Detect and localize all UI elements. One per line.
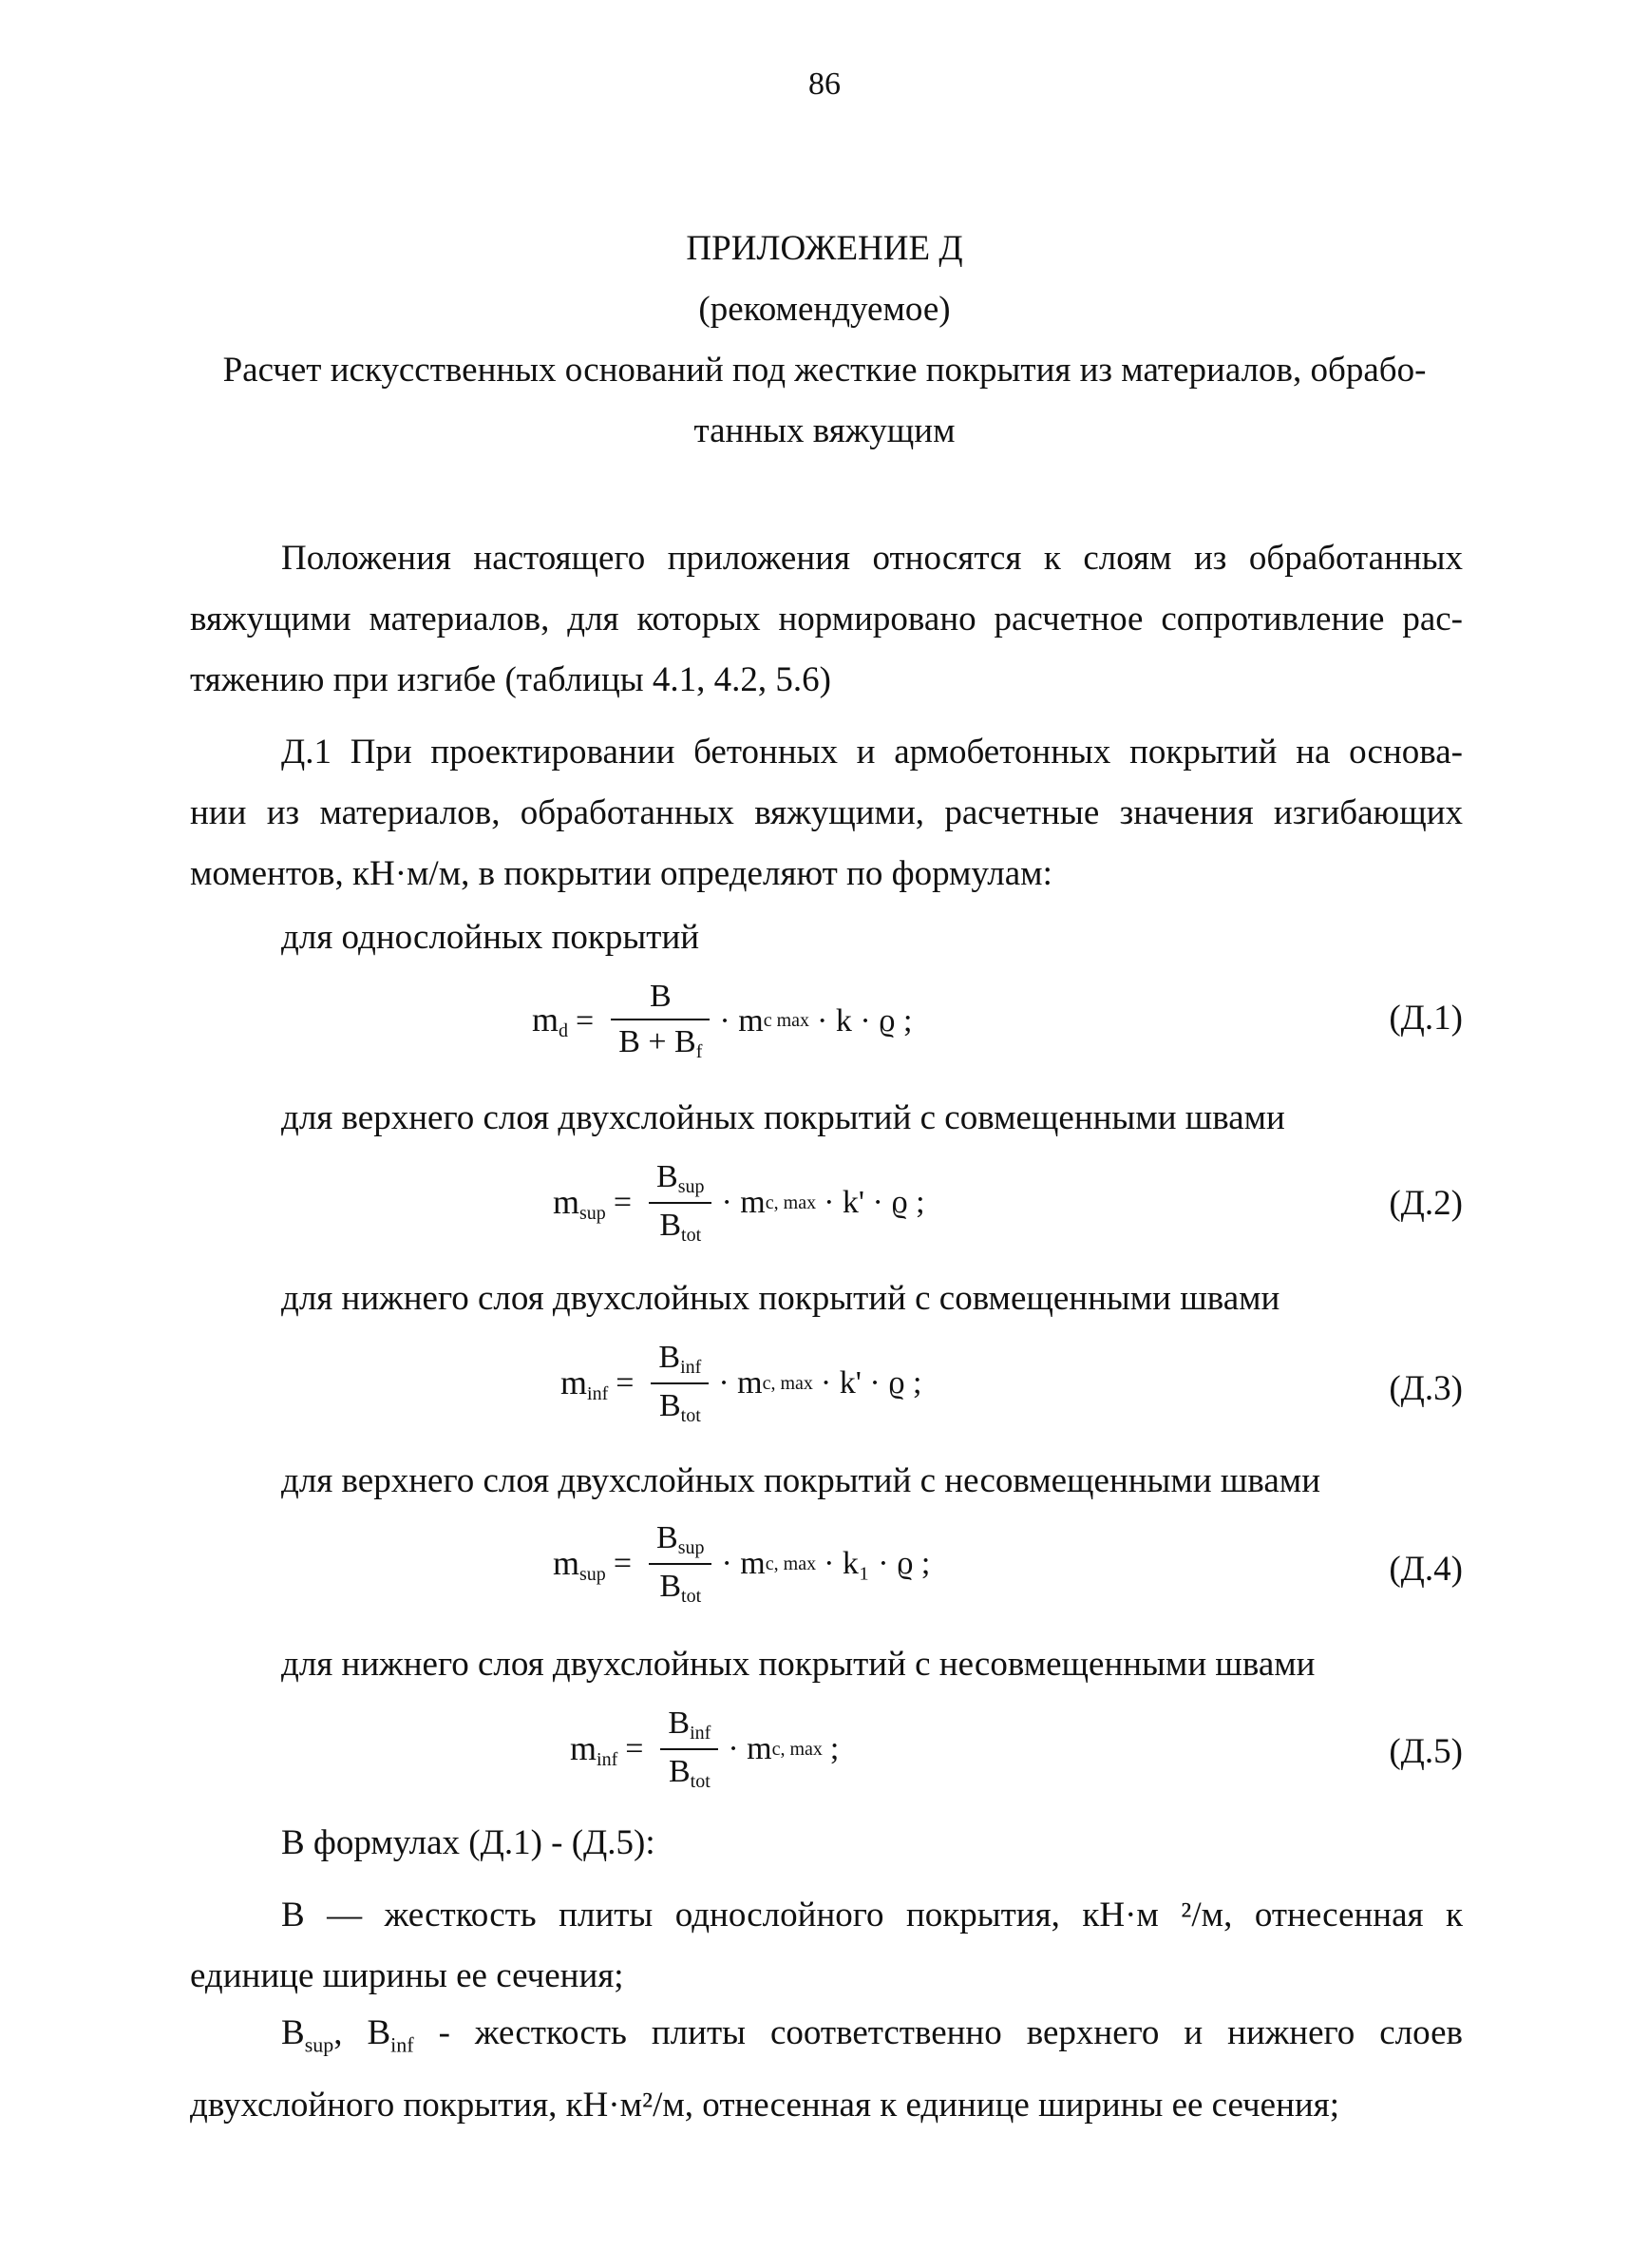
note-b-line1: В — жесткость плиты однослойного покрытия, кН·м ²/м, отнесенная к <box>281 1896 1463 1934</box>
d1-line1: Д.1 При проектировании бетонных и армобетонных покрытий на основа- <box>281 733 1463 772</box>
intro-paragraph <box>190 528 1463 711</box>
formula-2-number: (Д.2) <box>1389 1184 1463 1223</box>
formula-3: $m_{inf}$ = $\frac{B_{inf}}{B_{tot}}$ · m c, max · k' · ϱ ; <box>560 1340 922 1426</box>
formula-4-number: (Д.4) <box>1389 1550 1463 1589</box>
formula-4: $m_{sup}$ = $\frac{B_{sup}}{B_{tot}}$ · m c, max · k₁ · ϱ ; <box>553 1520 931 1607</box>
intro-line1: Положения настоящего приложения относятся к слоям из обработанных <box>281 539 1463 578</box>
formula-1-label: для однослойных покрытий <box>281 918 700 957</box>
formula-5: $m_{inf}$ = $\frac{B_{inf}}{B_{tot}}$ · m c, max ; <box>570 1706 840 1792</box>
formula-1-number: (Д.1) <box>1389 999 1463 1038</box>
formula-3-label: для нижнего слоя двухслойных покрытий с совмещенными швами <box>281 1279 1280 1318</box>
appendix-title: ПРИЛОЖЕНИЕ Д <box>686 229 963 268</box>
formula-3-number: (Д.3) <box>1389 1369 1463 1408</box>
appendix-caption-line2: танных вяжущим <box>693 411 956 450</box>
notes-intro: В формулах (Д.1) - (Д.5): <box>281 1823 655 1862</box>
formula-2-label: для верхнего слоя двухслойных покрытий с совмещенными швами <box>281 1098 1285 1137</box>
intro-line3: тяжению при изгибе (таблицы 4.1, 4.2, 5.6) <box>190 660 831 699</box>
formula-3-fraction: $\frac{B_{inf}}{B_{tot}}$ <box>651 1340 709 1427</box>
note-b-line2: единице ширины ее сечения; <box>190 1956 624 1995</box>
formula-4-fraction: $\frac{B_{sup}}{B_{tot}}$ <box>649 1520 711 1608</box>
note-b <box>190 1885 1463 2007</box>
note-bsup-line2: двухслойного покрытия, кН·м²/м, отнесенная к единице ширины ее сечения; <box>190 2086 1339 2125</box>
note-bsup <box>190 2003 1463 2136</box>
d1-line3: моментов, кН·м/м, в покрытии определяют по формулам: <box>190 854 1052 893</box>
page-number: 86 <box>808 67 841 102</box>
intro-line2: вяжущими материалов, для которых нормировано расчетное сопротивление рас- <box>190 600 1463 638</box>
note-bsup-line1: $B_{sup}$, $B_{inf}$ - жесткость плиты соответственно верхнего и нижнего слоев <box>281 2013 1463 2057</box>
formula-5-number: (Д.5) <box>1389 1732 1463 1771</box>
formula-5-fraction: $\frac{B_{inf}}{B_{tot}}$ <box>660 1706 718 1793</box>
d1-line2: нии из материалов, обработанных вяжущими, расчетные значения изгибающих <box>190 793 1463 832</box>
formula-2: $m_{sup}$ = $\frac{B_{sup}}{B_{tot}}$ · m c, max · k' · ϱ ; <box>553 1159 925 1246</box>
formula-5-label: для нижнего слоя двухслойных покрытий с несовмещенными швами <box>281 1645 1316 1684</box>
appendix-caption-line1: Расчет искусственных оснований под жесткие покрытия из материалов, обрабо- <box>222 351 1427 390</box>
formula-4-label: для верхнего слоя двухслойных покрытий с несовмещенными швами <box>281 1461 1320 1500</box>
formula-2-fraction: $\frac{B_{sup}}{B_{tot}}$ <box>649 1159 711 1247</box>
appendix-subtitle: (рекомендуемое) <box>698 290 951 329</box>
d1-paragraph <box>190 722 1463 905</box>
formula-1: $m_d$ = $\frac{B}{B + B_f}$ · m c max · k · ϱ ; <box>532 979 913 1062</box>
formula-1-fraction: $\frac{B}{B + B_f}$ <box>611 979 710 1063</box>
